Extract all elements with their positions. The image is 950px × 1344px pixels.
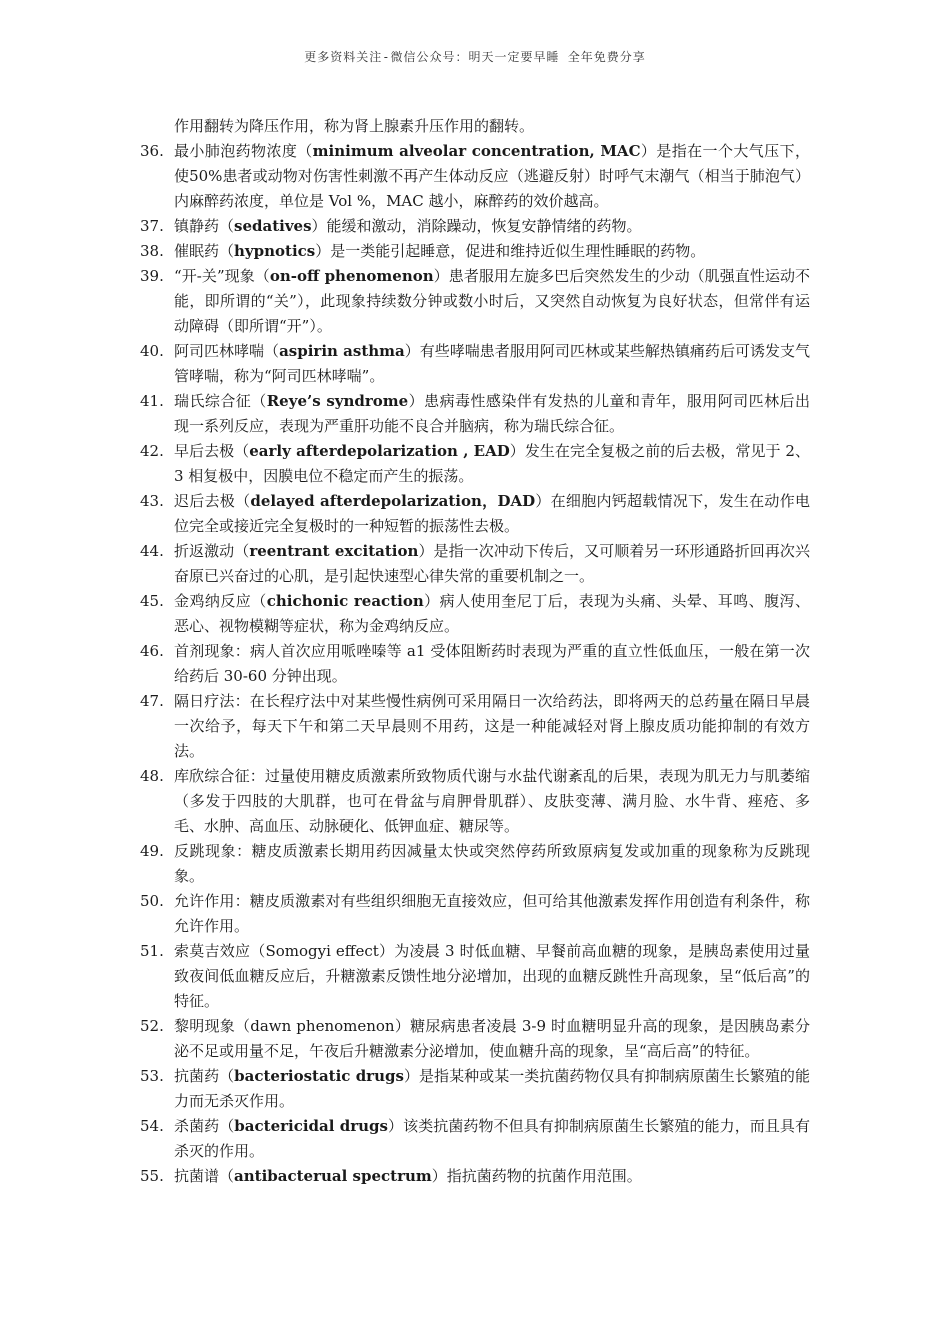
item-number: 38. [140, 242, 164, 260]
item-text [174, 589, 810, 639]
item-english-term: Reye’s syndrome [266, 392, 409, 410]
item-term: 黎明现象（dawn phenomenon） [174, 1017, 411, 1035]
item-english-term: antibacterual spectrum [234, 1167, 432, 1185]
item-definition: ）发生在完全复极之前的后去极，常见于 2、3 相复极中，因膜电位不稳定而产生的振荡。 [174, 442, 810, 485]
item-definition: ）是指某种或某一类抗菌药物仅具有抑制病原菌生长繁殖的能力而无杀灭作用。 [174, 1067, 810, 1110]
item-term: 允许作用： [174, 892, 250, 910]
item-term: 瑞氏综合征（ [174, 392, 267, 410]
item-text [174, 214, 810, 239]
definition-item [140, 939, 810, 1014]
item-english-term: sedatives [234, 217, 312, 235]
item-text [174, 1064, 810, 1114]
item-english-term: early afterdepolarization , EAD [249, 442, 510, 460]
definition-item [140, 239, 810, 264]
item-english-term: bactericidal drugs [234, 1117, 388, 1135]
item-term: “开-关”现象（ [174, 267, 270, 285]
item-definition: 过量使用糖皮质激素所致物质代谢与水盐代谢紊乱的后果，表现为肌无力与肌萎缩（多发于四肢的大肌群，也可在骨盆与肩胛骨肌群）、皮肤变薄、满月脸、水牛背、痤疮、多毛、水肿、高血压、动脉硬化、低钾血症、糖尿等。 [174, 767, 810, 835]
definition-item [140, 389, 810, 439]
item-definition: ）是指一次冲动下传后，又可顺着另一环形通路折回再次兴奋原已兴奋过的心肌，是引起快速型心律失常的重要机制之一。 [174, 542, 810, 585]
definition-item [140, 339, 810, 389]
item-text [174, 1114, 810, 1164]
item-term: 索莫吉效应（Somogyi effect） [174, 942, 395, 960]
item-number: 54. [140, 1117, 164, 1135]
item-definition: ）有些哮喘患者服用阿司匹林或某些解热镇痛药后可诱发支气管哮喘，称为“阿司匹林哮喘”。 [174, 342, 810, 385]
definition-item [140, 589, 810, 639]
item-definition: 在长程疗法中对某些慢性病例可采用隔日一次给药法，即将两天的总药量在隔日早晨一次给予，每天下午和第二天早晨则不用药，这是一种能减轻对肾上腺皮质功能抑制的有效方法。 [174, 692, 810, 760]
item-english-term: bacteriostatic drugs [234, 1067, 404, 1085]
item-number: 41. [140, 392, 164, 410]
item-number: 42. [140, 442, 164, 460]
definition-item [140, 1064, 810, 1114]
item-number: 40. [140, 342, 164, 360]
item-term: 金鸡纳反应（ [174, 592, 267, 610]
item-term: 抗菌药（ [174, 1067, 235, 1085]
item-english-term: chichonic reaction [266, 592, 424, 610]
item-definition: ）该类抗菌药物不但具有抑制病原菌生长繁殖的能力，而且具有杀灭的作用。 [174, 1117, 810, 1160]
item-text [174, 889, 810, 939]
item-text [174, 539, 810, 589]
page-header: 更多资料关注-微信公众号：明天一定要早睡 全年免费分享 [304, 50, 646, 64]
item-number: 39. [140, 267, 164, 285]
item-term: 隔日疗法： [174, 692, 250, 710]
definition-item [140, 689, 810, 764]
item-number: 44. [140, 542, 164, 560]
item-english-term: delayed afterdepolarization，DAD [250, 492, 536, 510]
item-term: 首剂现象： [174, 642, 250, 660]
item-number: 36. [140, 142, 164, 160]
item-number: 51. [140, 942, 164, 960]
continuation-paragraph: 作用翻转为降压作用，称为肾上腺素升压作用的翻转。 [174, 117, 535, 135]
item-term: 迟后去极（ [174, 492, 251, 510]
definition-item [140, 889, 810, 939]
item-definition: ）是一类能引起睡意，促进和维持近似生理性睡眠的药物。 [315, 242, 706, 260]
item-number: 50. [140, 892, 164, 910]
item-number: 48. [140, 767, 164, 785]
item-definition: 病人首次应用哌唑嗪等 a1 受体阻断药时表现为严重的直立性低血压，一般在第一次给药后 30-60 分钟出现。 [174, 642, 810, 685]
item-text [174, 839, 810, 889]
item-definition: ）患者服用左旋多巴后突然发生的少动（肌强直性运动不能，即所谓的“关”），此现象持续数分钟或数小时后，又突然自动恢复为良好状态，但常伴有运动障碍（即所谓“开”）。 [174, 267, 810, 335]
item-term: 杀菌药（ [174, 1117, 235, 1135]
item-text [174, 439, 810, 489]
item-number: 52. [140, 1017, 164, 1035]
item-text [174, 639, 810, 689]
definition-item [140, 214, 810, 239]
item-term: 反跳现象： [174, 842, 252, 860]
item-text [174, 389, 810, 439]
item-term: 折返激动（ [174, 542, 250, 560]
item-term: 库欣综合征： [174, 767, 265, 785]
item-text [174, 139, 810, 214]
item-number: 37. [140, 217, 164, 235]
definition-item [140, 764, 810, 839]
item-definition: 糖皮质激素长期用药因减量太快或突然停药所致原病复发或加重的现象称为反跳现象。 [174, 842, 810, 885]
item-term: 阿司匹林哮喘（ [174, 342, 280, 360]
item-term: 催眠药（ [174, 242, 235, 260]
definition-item [140, 539, 810, 589]
item-text [174, 1164, 810, 1189]
item-text [174, 239, 810, 264]
item-term: 抗菌谱（ [174, 1167, 235, 1185]
item-definition: 糖皮质激素对有些组织细胞无直接效应，但可给其他激素发挥作用创造有利条件，称允许作用。 [174, 892, 810, 935]
item-definition: ）指抗菌药物的抗菌作用范围。 [431, 1167, 642, 1185]
item-english-term: on-off phenomenon [269, 267, 434, 285]
item-term: 早后去极（ [174, 442, 250, 460]
item-term: 镇静药（ [174, 217, 235, 235]
definition-item [140, 1114, 810, 1164]
item-english-term: reentrant excitation [249, 542, 419, 560]
definition-list [140, 139, 810, 1189]
definition-item [140, 839, 810, 889]
definition-item [140, 1164, 810, 1189]
item-number: 55. [140, 1167, 164, 1185]
item-text [174, 764, 810, 839]
item-number: 43. [140, 492, 164, 510]
item-text [174, 489, 810, 539]
item-number: 53. [140, 1067, 164, 1085]
definition-item [140, 489, 810, 539]
definition-item [140, 1014, 810, 1064]
definition-item [140, 639, 810, 689]
item-number: 46. [140, 642, 164, 660]
definition-item [140, 139, 810, 214]
item-text [174, 264, 810, 339]
item-definition: ）病人使用奎尼丁后，表现为头痛、头晕、耳鸣、腹泻、恶心、视物模糊等症状，称为金鸡纳反应。 [174, 592, 810, 635]
item-number: 47. [140, 692, 164, 710]
item-english-term: minimum alveolar concentration, MAC [312, 142, 641, 160]
item-definition: ）是指在一个大气压下，使50%患者或动物对伤害性刺激不再产生体动反应（逃避反射）时呼气末潮气（相当于肺泡气）内麻醉药浓度，单位是 Vol %，MAC 越小，麻醉药的效价越高。 [174, 142, 810, 210]
item-definition: ）患病毒性感染伴有发热的儿童和青年，服用阿司匹林后出现一系列反应，表现为严重肝功能不良合并脑病，称为瑞氏综合征。 [174, 392, 810, 435]
item-text [174, 689, 810, 764]
item-english-term: hypnotics [234, 242, 316, 260]
item-number: 49. [140, 842, 164, 860]
item-definition: 为凌晨 3 时低血糖、早餐前高血糖的现象，是胰岛素使用过量致夜间低血糖反应后，升糖激素反馈性地分泌增加，出现的血糖反跳性升高现象，呈“低后高”的特征。 [174, 942, 810, 1010]
item-definition: ）能缓和激动，消除躁动，恢复安静情绪的药物。 [311, 217, 642, 235]
item-definition: 糖尿病患者凌晨 3-9 时血糖明显升高的现象，是因胰岛素分泌不足或用量不足，午夜后升糖激素分泌增加，使血糖升高的现象，呈“高后高”的特征。 [174, 1017, 810, 1060]
item-definition: ）在细胞内钙超载情况下，发生在动作电位完全或接近完全复极时的一种短暂的振荡性去极。 [174, 492, 810, 535]
item-text [174, 1014, 810, 1064]
definition-item [140, 439, 810, 489]
item-number: 45. [140, 592, 164, 610]
definition-item [140, 264, 810, 339]
item-text [174, 339, 810, 389]
document-body [140, 114, 810, 1189]
item-term: 最小肺泡药物浓度（ [174, 142, 313, 160]
item-english-term: aspirin asthma [279, 342, 405, 360]
item-text [174, 939, 810, 1014]
